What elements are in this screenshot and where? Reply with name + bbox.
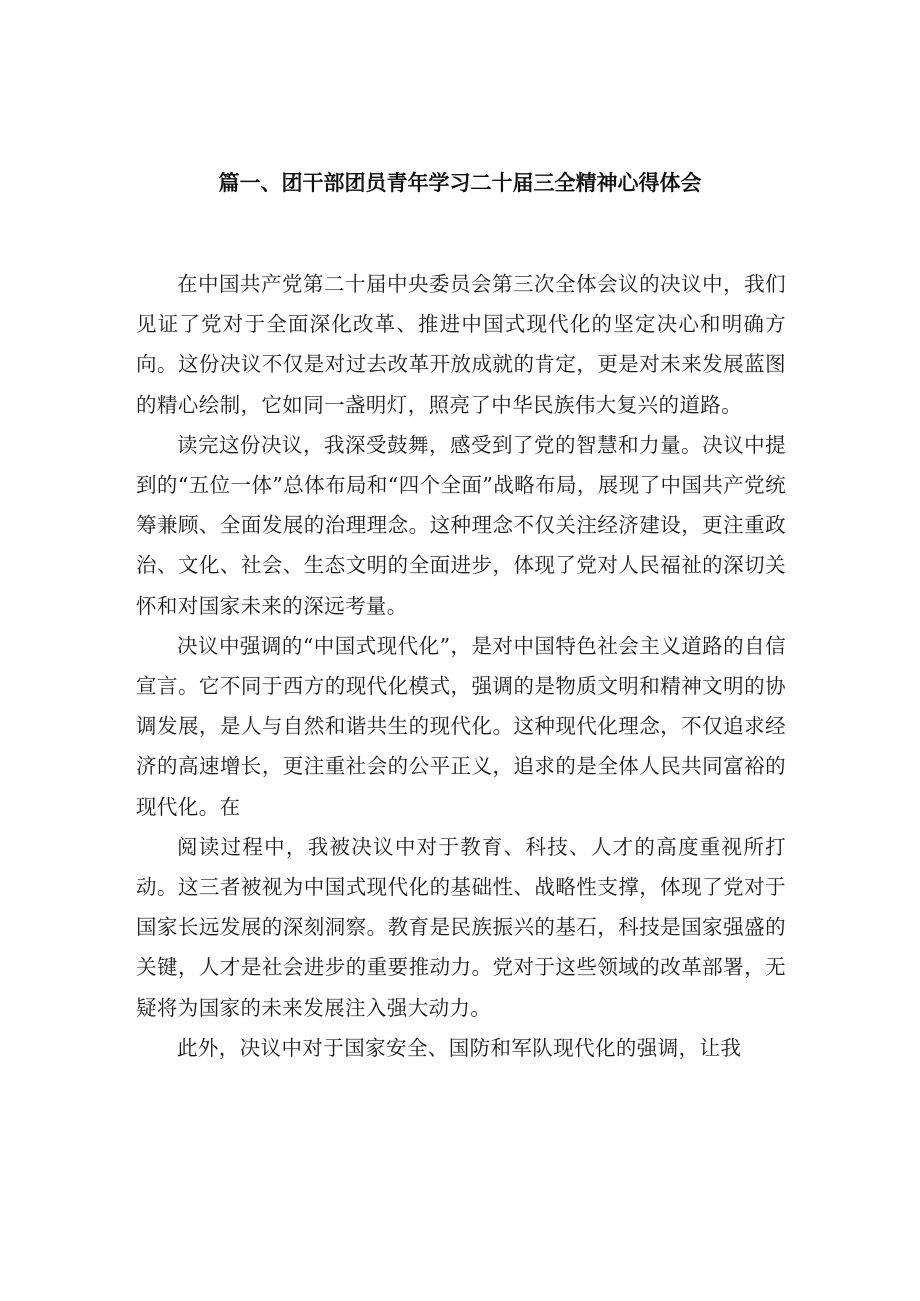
paragraph: 决议中强调的“中国式现代化”，是对中国特色社会主义道路的自信宣言。它不同于西方的现代化模式，强调的是物质文明和精神文明的协调发展，是人与自然和谐共生的现代化。这种现代化理念，不仅追求经济的高速增长，更注重社会的公平正义，追求的是全体人民共同富裕的现代化。在 [136, 633, 786, 819]
paragraph: 在中国共产党第二十届中央委员会第三次全体会议的决议中，我们见证了党对于全面深化改革、推进中国式现代化的坚定决心和明确方向。这份决议不仅是对过去改革开放成就的肯定，更是对未来发展蓝图的精心绘制，它如同一盏明灯，照亮了中华民族伟大复兴的道路。 [136, 272, 786, 417]
paragraph: 阅读过程中，我被决议中对于教育、科技、人才的高度重视所打动。这三者被视为中国式现代化的基础性、战略性支撑，体现了党对于国家长远发展的深刻洞察。教育是民族振兴的基石，科技是国家强盛的关键，人才是社会进步的重要推动力。党对于这些领域的改革部署，无疑将为国家的未来发展注入强大动力。 [136, 834, 786, 1020]
document-title: 篇一、团干部团员青年学习二十届三全精神心得体会 [218, 171, 702, 195]
paragraph: 读完这份决议，我深受鼓舞，感受到了党的智慧和力量。决议中提到的“五位一体”总体布局和“四个全面”战略布局，展现了中国共产党统筹兼顾、全面发展的治理理念。这种理念不仅关注经济建设，更注重政治、文化、社会、生态文明的全面进步，体现了党对人民福祉的深切关怀和对国家未来的深远考量。 [136, 432, 786, 618]
paragraph: 此外，决议中对于国家安全、国防和军队现代化的强调，让我 [177, 1035, 742, 1060]
document-body [136, 264, 786, 1068]
